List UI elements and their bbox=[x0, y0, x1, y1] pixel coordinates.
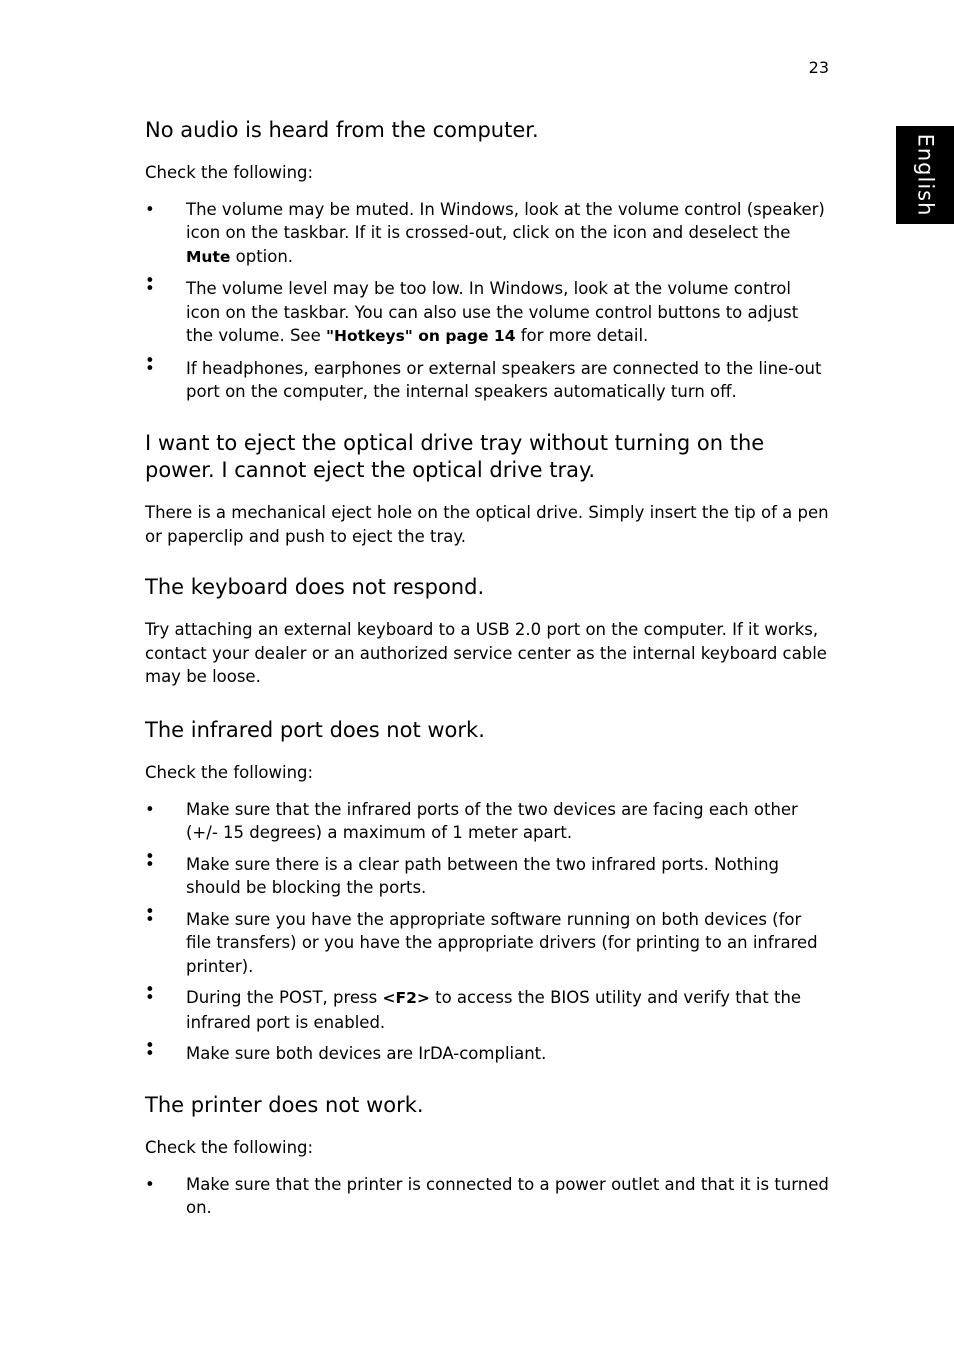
list-item: • If headphones, earphones or external speakers are connected to the line-out port on the computer, the internal speakers automatically turn off. bbox=[145, 357, 830, 404]
mute-option: Mute bbox=[186, 247, 231, 266]
list-infrared bbox=[145, 798, 830, 1066]
heading-infrared: The infrared port does not work. bbox=[145, 718, 485, 742]
heading-keyboard: The keyboard does not respond. bbox=[145, 575, 485, 599]
list-item: • Make sure that the printer is connected to a power outlet and that it is turned on. bbox=[145, 1173, 830, 1220]
heading-eject: I want to eject the optical drive tray without turning on the power. I cannot eject the optical drive tray. bbox=[145, 431, 765, 482]
heading-printer: The printer does not work. bbox=[145, 1093, 424, 1117]
intro-no-audio: Check the following: bbox=[145, 163, 314, 182]
list-printer bbox=[145, 1173, 830, 1220]
list-item: • During the POST, press <F2> to access the BIOS utility and verify that the infrared port is enabled. bbox=[145, 986, 830, 1034]
hotkeys-link[interactable]: "Hotkeys" on page 14 bbox=[325, 327, 516, 345]
section-no-audio bbox=[145, 117, 830, 404]
section-infrared bbox=[145, 717, 830, 1066]
list-no-audio bbox=[145, 198, 830, 404]
f2-key: <F2> bbox=[382, 989, 430, 1007]
section-eject bbox=[145, 430, 830, 548]
spacer bbox=[145, 1034, 830, 1042]
spacer bbox=[145, 845, 830, 853]
section-printer bbox=[145, 1092, 830, 1220]
list-item: • Make sure that the infrared ports of the two devices are facing each other (+/- 15 degrees) a maximum of 1 meter apart. bbox=[145, 798, 830, 845]
intro-printer: Check the following: bbox=[145, 1138, 314, 1157]
list-item: • The volume may be muted. In Windows, look at the volume control (speaker) icon on the taskbar. If it is crossed-out, click on the icon and deselect the Mute option. bbox=[145, 198, 830, 270]
list-item: • Make sure there is a clear path between the two infrared ports. Nothing should be blocking the ports. bbox=[145, 853, 830, 900]
heading-no-audio: No audio is heard from the computer. bbox=[145, 118, 539, 142]
language-tab-label: English bbox=[913, 133, 938, 217]
spacer bbox=[145, 269, 830, 277]
spacer bbox=[145, 978, 830, 986]
page-number: 23 bbox=[808, 58, 829, 77]
section-keyboard bbox=[145, 574, 830, 689]
body-eject: There is a mechanical eject hole on the optical drive. Simply insert the tip of a pen or paperclip and push to eject the tray. bbox=[145, 503, 829, 546]
intro-infrared: Check the following: bbox=[145, 763, 314, 782]
list-item: • Make sure both devices are IrDA-compliant. bbox=[145, 1042, 830, 1066]
body-keyboard: Try attaching an external keyboard to a USB 2.0 port on the computer. If it works, contact your dealer or an authorized service center as the internal keyboard cable may be loose. bbox=[145, 620, 827, 686]
spacer bbox=[145, 349, 830, 357]
list-item: • Make sure you have the appropriate software running on both devices (for file transfers) or you have the appropriate drivers (for printing to an infrared printer). bbox=[145, 908, 830, 979]
list-item: • The volume level may be too low. In Windows, look at the volume control icon on the taskbar. You can also use the volume control buttons to adjust the volume. See "Hotkeys" on page 14 for more detail. bbox=[145, 277, 830, 349]
language-tab bbox=[896, 126, 954, 224]
spacer bbox=[145, 900, 830, 908]
